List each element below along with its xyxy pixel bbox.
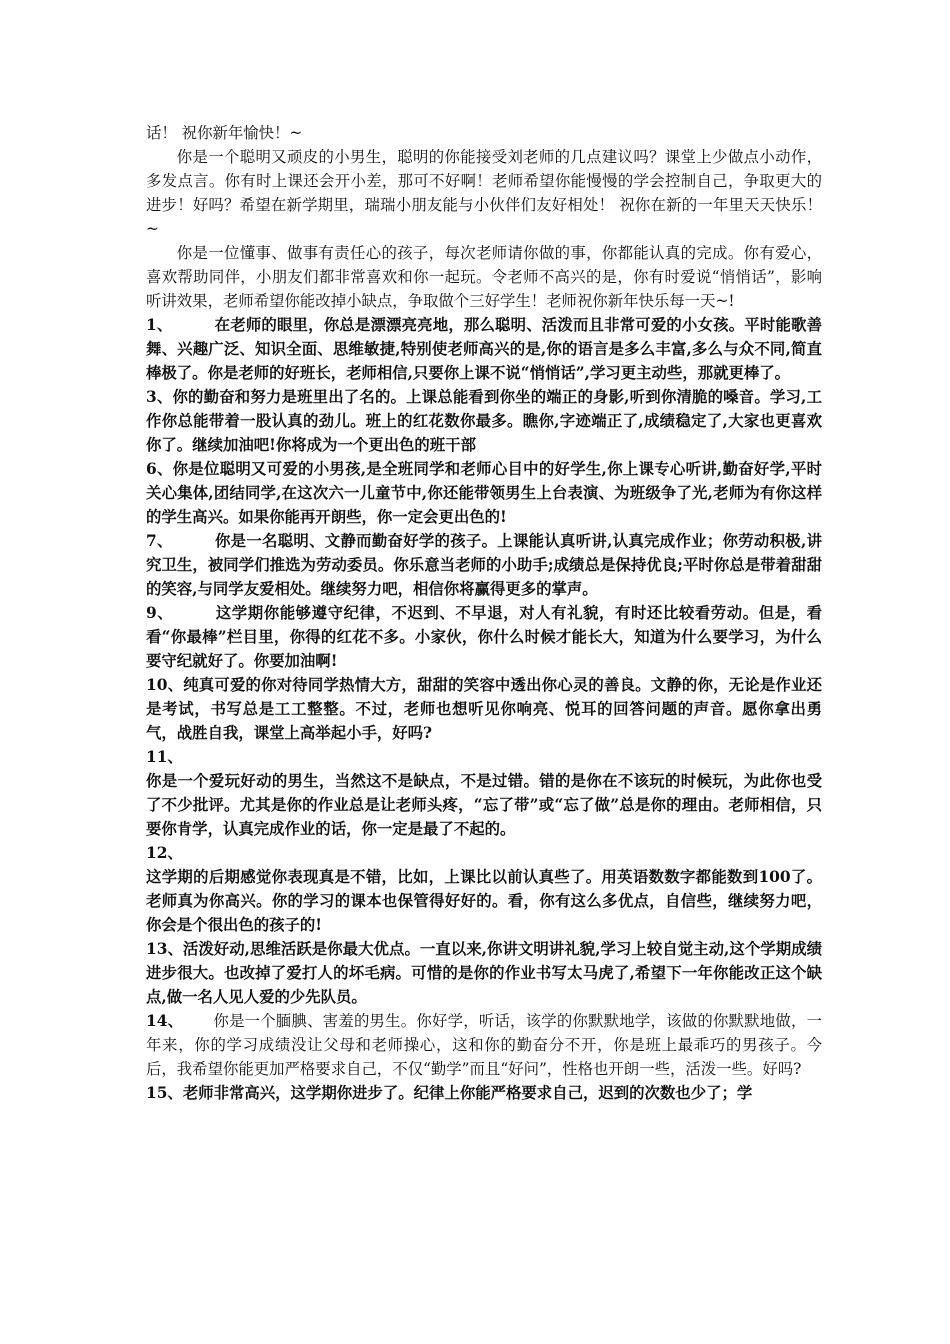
paragraph-3-number: 1、 (146, 316, 173, 334)
paragraph-10: 你是一个爱玩好动的男生，当然这不是缺点，不是过错。错的是你在不该玩的时候玩，为此你也受了不少批评。尤其是你的作业总是让老师头疼，“忘了带”或“忘了做”总是你的理由。老师相信，只要你肯学，认真完成作业的话，你一定是最了不起的。 (146, 772, 822, 838)
paragraph-7 (146, 601, 822, 673)
paragraph-8: 10、纯真可爱的你对待同学热情大方，甜甜的笑容中透出你心灵的善良。文静的你，无论是作业还是考试，书写总是工工整整。不过，老师也想听见你响亮、悦耳的回答问题的声音。愿你拿出勇气，战胜自我，课堂上高举起小手，好吗? (146, 676, 822, 742)
paragraph-7-number: 9、 (146, 604, 174, 622)
paragraph-5: 6、你是位聪明又可爱的小男孩,是全班同学和老师心目中的好学生,你上课专心听讲,勤奋好学,平时关心集体,团结同学,在这次六一儿童节中,你还能带领男生上台表演、为班级争了光,老师为有你这样的学生高兴。如果你能再开朗些，你一定会更出色的! (146, 460, 822, 526)
paragraph-11: 12、 (146, 844, 183, 862)
paragraph-0: 话！ 祝你新年愉快！~ (146, 124, 303, 142)
paragraph-15: 15、老师非常高兴，这学期你进步了。纪律上你能严格要求自己，迟到的次数也少了；学 (146, 1084, 753, 1102)
paragraph-4: 3、你的勤奋和努力是班里出了名的。上课总能看到你坐的端正的身影,听到你清脆的嗓音。学习,工作你总能带着一股认真的劲儿。班上的红花数你最多。瞧你,字迹端正了,成绩稳定了,大家也更喜欢你了。继续加油吧!你将成为一个更出色的班干部 (146, 388, 822, 454)
paragraph-14 (146, 1009, 822, 1081)
paragraph-14-number: 14、 (146, 1012, 184, 1030)
paragraph-9: 11、 (146, 748, 183, 766)
paragraph-1: 你是一个聪明又顽皮的小男生，聪明的你能接受刘老师的几点建议吗？课堂上少做点小动作，多发点言。你有时上课还会开小差，那可不好啊！老师希望你能慢慢的学会控制自己，争取更大的进步！好吗？希望在新学期里，瑞瑞小朋友能与小伙伴们友好相处！ 祝你在新的一年里天天快乐！~ (146, 148, 822, 238)
paragraph-3 (146, 313, 822, 385)
paragraph-6 (146, 529, 822, 601)
paragraph-13: 13、活泼好动,思维活跃是你最大优点。一直以来,你讲文明讲礼貌,学习上较自觉主动,这个学期成绩进步很大。也改掉了爱打人的坏毛病。可惜的是你的作业书写太马虎了,希望下一年你能改正这个缺点,做一名人见人爱的少先队员。 (146, 940, 822, 1006)
paragraph-6-text: 你是一名聪明、文静而勤奋好学的孩子。上课能认真听讲,认真完成作业；你劳动积极,讲究卫生，被同学们推选为劳动委员。你乐意当老师的小助手;成绩总是保持优良;平时你总是带着甜甜的笑容,与同学友爱相处。继续努力吧，相信你将赢得更多的掌声。 (146, 532, 822, 598)
paragraph-3-text: 在老师的眼里，你总是漂漂亮亮地，那么聪明、活泼而且非常可爱的小女孩。平时能歌善舞、兴趣广泛、知识全面、思维敏捷,特别使老师高兴的是,你的语言是多么丰富,多么与众不同,简直棒极了。你是老师的好班长，老师相信,只要你上课不说“悄悄话”,学习更主动些，那就更棒了。 (146, 316, 822, 382)
paragraph-6-number: 7、 (146, 532, 173, 550)
paragraph-7-text: 这学期你能够遵守纪律，不迟到、不早退，对人有礼貌，有时还比较看劳动。但是，看看“你最棒”栏目里，你得的红花不多。小家伙，你什么时候才能长大，知道为什么要学习，为什么要守纪就好了。你要加油啊! (146, 604, 822, 670)
document-page (146, 121, 822, 1105)
paragraph-2: 你是一位懂事、做事有责任心的孩子，每次老师请你做的事，你都能认真的完成。你有爱心，喜欢帮助同伴，小朋友们都非常喜欢和你一起玩。令老师不高兴的是，你有时爱说“悄悄话”，影响听讲效果，老师希望你能改掉小缺点，争取做个三好学生！老师祝你新年快乐每一天~! (146, 244, 822, 310)
paragraph-12: 这学期的后期感觉你表现真是不错，比如，上课比以前认真些了。用英语数数字都能数到100了。老师真为你高兴。你的学习的课本也保管得好好的。看，你有这么多优点，自信些，继续努力吧，你会是个很出色的孩子的! (146, 868, 822, 934)
paragraph-14-text: 你是一个腼腆、害羞的男生。你好学，听话，该学的你默默地学，该做的你默默地做，一年来，你的学习成绩没让父母和老师操心，这和你的勤奋分不开，你是班上最乖巧的男孩子。今后，我希望你能更加严格要求自己，不仅“勤学”而且“好问”，性格也开朗一些，活泼一些。好吗? (146, 1012, 822, 1078)
